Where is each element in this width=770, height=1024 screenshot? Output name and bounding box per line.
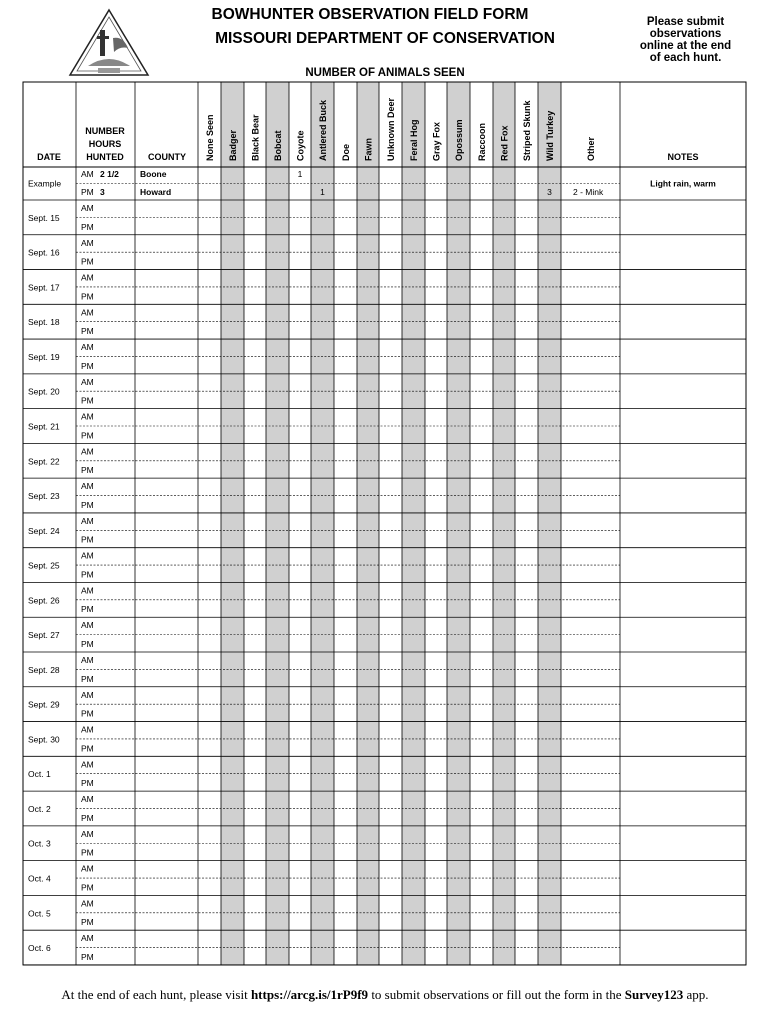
- pm-label: PM: [81, 639, 94, 650]
- date-label: Sept. 25: [28, 560, 60, 571]
- am-label: AM: [81, 828, 94, 839]
- am-label: AM: [81, 655, 94, 666]
- pm-label: PM: [81, 569, 94, 580]
- date-label: Sept. 21: [28, 421, 60, 432]
- header-animal: None Seen: [205, 114, 215, 161]
- pm-label: PM: [81, 812, 94, 823]
- shaded-column: [538, 82, 561, 965]
- header-animal: Unknown Deer: [386, 97, 396, 161]
- example-turkey: 3: [547, 187, 552, 197]
- date-label: Sept. 17: [28, 282, 60, 293]
- am-label: AM: [81, 689, 94, 700]
- am-label: AM: [81, 203, 94, 213]
- department-title: MISSOURI DEPARTMENT OF CONSERVATION: [215, 30, 555, 47]
- date-label: Oct. 4: [28, 873, 51, 884]
- date-label: Sept. 29: [28, 699, 60, 710]
- header-animal: Antlered Buck: [318, 99, 328, 161]
- table-border: [23, 82, 746, 965]
- am-label: AM: [81, 376, 94, 387]
- date-label: Oct. 2: [28, 803, 51, 814]
- date-label: Sept. 20: [28, 386, 60, 397]
- am-label: AM: [81, 411, 94, 422]
- header-animal: Doe: [341, 143, 351, 161]
- date-label: Sept. 18: [28, 317, 60, 328]
- form-title: BOWHUNTER OBSERVATION FIELD FORM: [211, 6, 529, 23]
- date-label: Oct. 6: [28, 943, 51, 954]
- submit-note: Please submit observations online at the end of each hunt.: [639, 16, 732, 64]
- shaded-column: [357, 82, 379, 965]
- pm-label: PM: [81, 708, 94, 719]
- shaded-column: [493, 82, 515, 965]
- pm-label: PM: [81, 673, 94, 684]
- shaded-column: [402, 82, 425, 965]
- header-animal: Coyote: [295, 130, 306, 161]
- header-date: DATE: [37, 152, 61, 162]
- header-animal: Fawn: [363, 137, 374, 161]
- shaded-column: [266, 82, 289, 965]
- date-label: Sept. 24: [28, 525, 60, 536]
- pm-label: PM: [81, 395, 94, 406]
- header-animal: Raccoon: [477, 122, 487, 161]
- am-label: AM: [81, 515, 94, 526]
- pm-label: PM: [81, 534, 94, 545]
- date-label: Sept. 27: [28, 630, 60, 641]
- date-label: Sept. 30: [28, 734, 60, 745]
- shaded-column: [311, 82, 334, 965]
- pm-label: PM: [81, 256, 94, 267]
- pm-label: PM: [81, 221, 94, 232]
- pm-label: PM: [81, 917, 94, 928]
- date-label: Oct. 1: [28, 769, 51, 780]
- shaded-column: [221, 82, 244, 965]
- pm-label: PM: [81, 847, 94, 858]
- date-label: Oct. 3: [28, 838, 51, 849]
- am-label: AM: [81, 481, 94, 492]
- pm-label: PM: [81, 882, 94, 893]
- header-animal: Gray Fox: [431, 121, 442, 161]
- pm-label: PM: [81, 360, 94, 371]
- date-label: Sept. 19: [28, 351, 60, 362]
- date-label: Sept. 23: [28, 491, 60, 502]
- am-label: AM: [81, 933, 94, 944]
- example-am: AM: [81, 169, 94, 179]
- header-animal: Black Bear: [250, 114, 261, 161]
- header-county: COUNTY: [148, 152, 186, 162]
- example-pm-county: Howard: [140, 187, 172, 197]
- footer-instructions: At the end of each hunt, please visit https://arcg.is/1rP9f9 to submit observations or fill out the form in the Survey123 app.: [61, 987, 709, 1002]
- header-animal: Feral Hog: [409, 119, 419, 161]
- am-label: AM: [81, 446, 94, 457]
- pm-label: PM: [81, 430, 94, 441]
- header-animal: Badger: [228, 129, 238, 161]
- animals-seen-heading: NUMBER OF ANIMALS SEEN: [305, 67, 465, 79]
- am-label: AM: [81, 863, 94, 874]
- header-animal: Opossum: [454, 119, 464, 161]
- pm-label: PM: [81, 604, 94, 615]
- header-other: Other: [586, 136, 596, 161]
- shaded-column: [447, 82, 470, 965]
- header-hours-2: HOURS: [88, 139, 122, 149]
- am-label: AM: [81, 237, 94, 248]
- header-hours-3: HUNTED: [86, 152, 124, 162]
- pm-label: PM: [81, 465, 94, 476]
- example-pm-hours: 3: [100, 187, 105, 197]
- example-label: Example: [28, 178, 62, 189]
- pm-label: PM: [81, 951, 94, 962]
- am-label: AM: [81, 307, 94, 318]
- date-label: Oct. 5: [28, 908, 51, 919]
- survey123-app-name: Survey123: [624, 987, 684, 1002]
- am-label: AM: [81, 724, 94, 735]
- am-label: AM: [81, 585, 94, 596]
- header-animal: Red Fox: [499, 125, 510, 161]
- am-label: AM: [81, 550, 94, 561]
- example-am-county: Boone: [140, 169, 167, 179]
- am-label: AM: [81, 342, 94, 353]
- date-label: Sept. 16: [28, 247, 60, 258]
- header-notes: NOTES: [667, 152, 699, 162]
- date-label: Sept. 15: [28, 212, 60, 223]
- example-other: 2 - Mink: [573, 187, 604, 197]
- header-animal: Wild Turkey: [545, 110, 555, 161]
- header-animal: Bobcat: [273, 130, 283, 161]
- pm-label: PM: [81, 499, 94, 510]
- pm-label: PM: [81, 326, 94, 337]
- header-hours-1: NUMBER: [85, 126, 125, 136]
- am-label: AM: [81, 759, 94, 770]
- header-animal: Striped Skunk: [522, 100, 532, 161]
- pm-label: PM: [81, 778, 94, 789]
- example-buck: 1: [320, 187, 325, 197]
- example-coyote: 1: [297, 169, 303, 179]
- date-label: Sept. 28: [28, 664, 60, 675]
- pm-label: PM: [81, 743, 94, 754]
- am-label: AM: [81, 620, 94, 631]
- am-label: AM: [81, 272, 94, 283]
- example-notes: Light rain, warm: [650, 178, 716, 189]
- example-pm: PM: [81, 187, 94, 197]
- example-am-hours: 2 1/2: [100, 169, 119, 179]
- date-label: Sept. 26: [28, 595, 60, 606]
- date-label: Sept. 22: [28, 456, 60, 467]
- survey-link[interactable]: https://arcg.is/1rP9f9: [250, 987, 369, 1002]
- pm-label: PM: [81, 291, 94, 302]
- am-label: AM: [81, 898, 94, 909]
- am-label: AM: [81, 794, 94, 805]
